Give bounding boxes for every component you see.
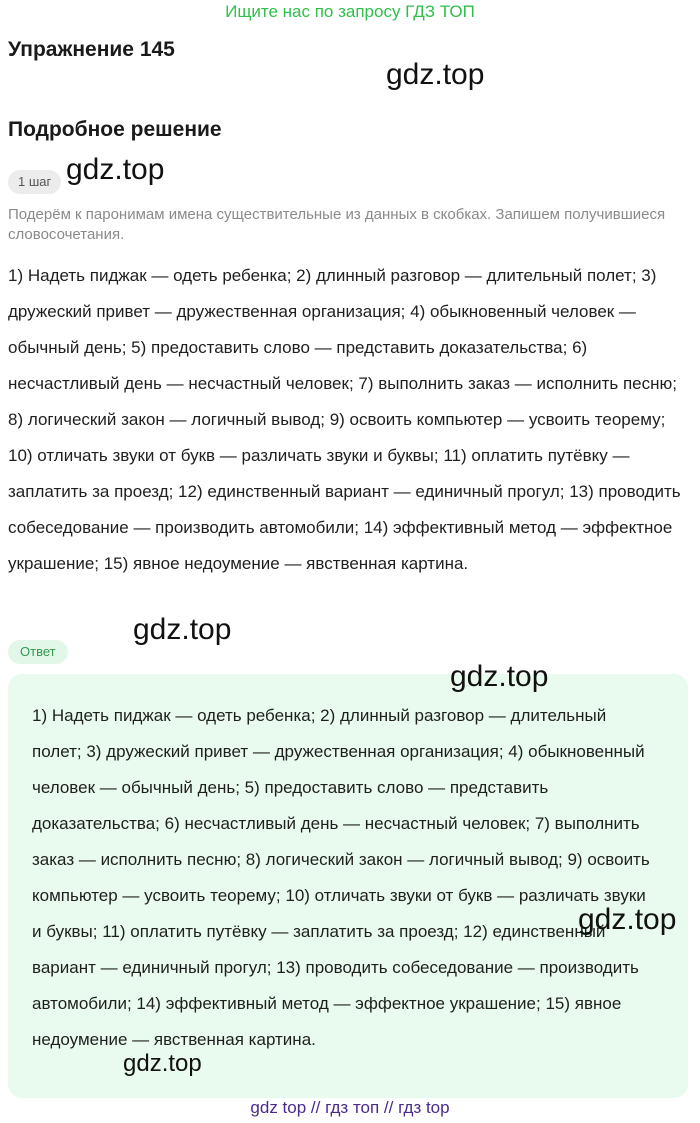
watermark-logo: gdz.top	[66, 153, 165, 186]
answer-box	[8, 674, 688, 1098]
step-note: Подерём к паронимам имена существительные из данных в скобках. Запишем получившиеся словосочетания.	[8, 206, 666, 243]
solution-text: 1) Надеть пиджак — одеть ребенка; 2) длинный разговор — длительный полет; 3) дружеский привет — дружественная организация; 4) обыкновенный человек — обычный день; 5) предоставить слово — представить доказательства; 6) несчастливый день — несчастный человек; 7) выполнить заказ — исполнить песню; 8) логический закон — логичный вывод; 9) освоить компьютер — усвоить теорему; 10) отличать звуки от букв — различать звуки и буквы; 11) оплатить путёвку — заплатить за проезд; 12) единственный вариант — единичный прогул; 13) проводить собеседование — производить автомобили; 14) эффективный метод — эффектное украшение; 15) явное недоумение — явственная картина.	[8, 266, 681, 573]
watermark-logo: gdz.top	[133, 613, 232, 646]
answer-badge: Ответ	[8, 640, 68, 664]
watermark-logo: gdz.top	[123, 1050, 202, 1077]
watermark-logo: gdz.top	[450, 660, 549, 693]
search-banner: Ищите нас по запросу ГДЗ ТОП	[225, 2, 475, 21]
watermark-logo: gdz.top	[386, 58, 485, 91]
bottom-links[interactable]: gdz top // гдз топ // гдз top	[250, 1098, 450, 1117]
exercise-title: Упражнение 145	[8, 38, 175, 61]
watermark-logo: gdz.top	[578, 903, 677, 936]
step-badge: 1 шаг	[8, 170, 61, 194]
answer-text: 1) Надеть пиджак — одеть ребенка; 2) длинный разговор — длительный полет; 3) дружеский привет — дружественная организация; 4) обыкновенный человек — обычный день; 5) предоставить слово — представить доказательства; 6) несчастливый день — несчастный человек; 7) выполнить заказ — исполнить песню; 8) логический закон — логичный вывод; 9) освоить компьютер — усвоить теорему; 10) отличать звуки от букв — различать звуки и буквы; 11) оплатить путёвку — заплатить за проезд; 12) единственный вариант — единичный прогул; 13) проводить собеседование — производить автомобили; 14) эффективный метод — эффектное украшение; 15) явное недоумение — явственная картина.	[32, 706, 650, 1049]
solution-heading: Подробное решение	[8, 118, 222, 141]
